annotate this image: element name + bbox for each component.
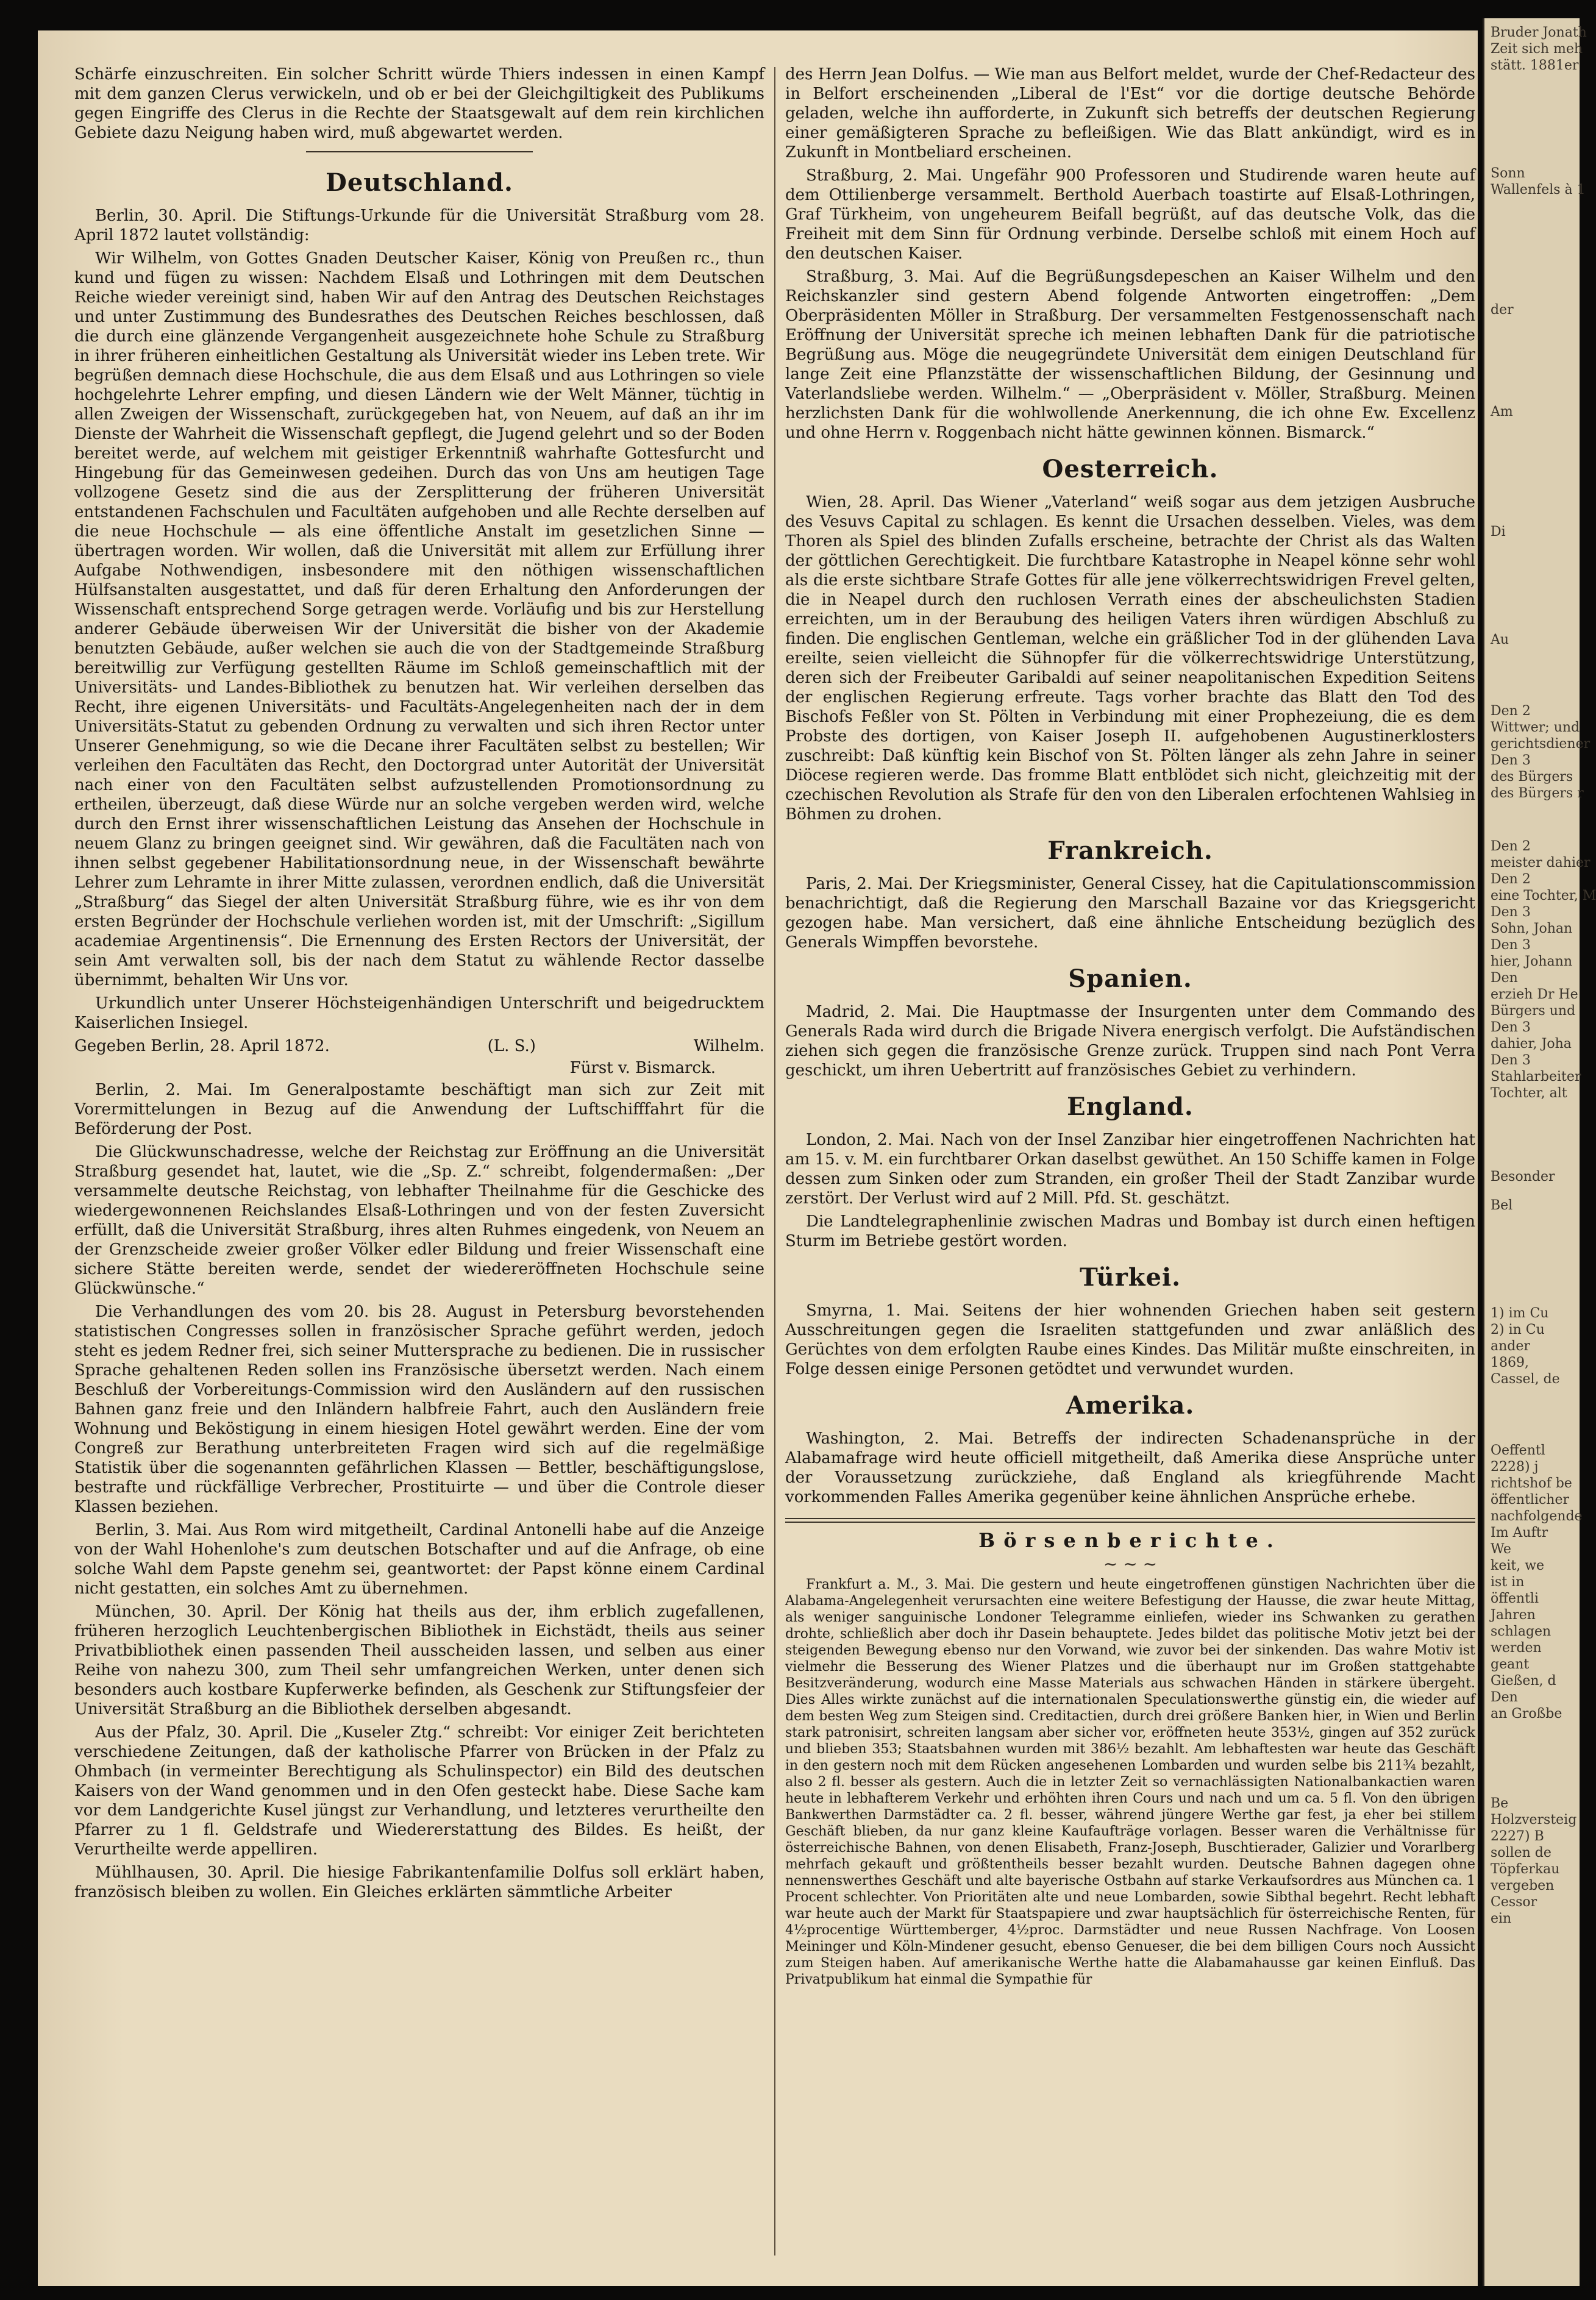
edge-text-fragment: Holzversteig bbox=[1491, 1812, 1577, 1828]
edge-text-fragment: des Bürgers r bbox=[1491, 786, 1584, 801]
article-paragraph: Washington, 2. Mai. Betreffs der indirecten Schadenansprüche in der Alabamafrage wird heute officiell mitgetheilt, daß Amerika diese Ansprüche unter der Voraussetzung zurückziehe, daß England als kriegführende Macht vorkommenden Falles Amerika gegenüber keine ähnlichen Ansprüche erhebe. bbox=[785, 1429, 1475, 1506]
article-paragraph: Straßburg, 3. Mai. Auf die Begrüßungsdepeschen an Kaiser Wilhelm und den Reichskanzler sind gestern Abend folgende Antworten eingetroffen: „Dem Oberpräsidenten Möller in Straßburg. Der versammelten Festgenossenschaft nach Eröffnung der Universität spreche ich meinen lebhaften Dank für die patriotische Begrüßung aus. Möge die neugegründete Universität dem einigen Deutschland für lange Zeit eine Pflanzstätte der wissenschaftlichen Bildung, der Gesinnung und Vaterlandsliebe werden. Wilhelm.“ — „Oberpräsident v. Möller, Straßburg. Meinen herzlichsten Dank für die wohlwollende Anerkennung, die ich ohne Ew. Excellenz und ohne Herrn v. Roggenbach nicht hätte gewinnen können. Bismarck.“ bbox=[785, 268, 1475, 442]
countersignature: Fürst v. Bismarck. bbox=[569, 1059, 716, 1077]
edge-text-fragment: Tochter, alt bbox=[1491, 1086, 1567, 1101]
edge-text-fragment: 1869, bbox=[1491, 1355, 1529, 1370]
article-paragraph: Die Landtelegraphenlinie zwischen Madras und Bombay ist durch einen heftigen Sturm im Betriebe gestört worden. bbox=[785, 1212, 1475, 1250]
edge-text-fragment: Den 3 bbox=[1491, 938, 1531, 953]
edge-text-fragment: eine Tochter, M bbox=[1491, 888, 1596, 903]
edge-text-fragment: geant bbox=[1491, 1657, 1530, 1672]
edge-text-fragment: ist in bbox=[1491, 1575, 1525, 1590]
edge-text-fragment: Sohn, Johan bbox=[1491, 921, 1573, 936]
edge-text-fragment: richtshof be bbox=[1491, 1476, 1572, 1491]
edge-text-fragment: öffentlicher bbox=[1491, 1492, 1570, 1508]
article-paragraph: Straßburg, 2. Mai. Ungefähr 900 Professoren und Studirende waren heute auf dem Ottilienberge versammelt. Berthold Auerbach toastirte auf Elsaß-Lothringen, Graf Türkheim, von ungeheurem Beifall begrüßt, auf das deutsche Volk, das die Freiheit mit dem Sinn für Ordnung verbinde. Derselbe schloß mit einem Hoch auf den deutschen Kaiser. bbox=[785, 166, 1475, 263]
article-paragraph: Madrid, 2. Mai. Die Hauptmasse der Insurgenten unter dem Commando des Generals Rada wird durch die Brigade Nivera energisch verfolgt. Die Aufständischen ziehen sich gegen die französische Grenze zurück. Truppen sind nach Pont Verra geschickt, um ihren Uebertritt auf französisches Gebiet zu verhindern. bbox=[785, 1003, 1475, 1080]
countersignature-line bbox=[74, 1058, 764, 1078]
edge-text-fragment: des Bürgers bbox=[1491, 769, 1573, 785]
edge-text-fragment: Den bbox=[1491, 970, 1518, 986]
edge-text-fragment: sollen de bbox=[1491, 1845, 1551, 1860]
article-continuation: des Herrn Jean Dolfus. — Wie man aus Belfort meldet, wurde der Chef-Redacteur des in Belfort erscheinenden „Liberal de l'Est“ vor die dortige deutsche Behörde geladen, welche ihn aufforderte, in Zukunft sich betreffs der deutschen Regierung einer gemäßigteren Sprache zu befleißigen. Wie das Blatt ankündigt, wird es in Zukunft in Montbeliard erscheinen. bbox=[785, 65, 1475, 162]
article-paragraph: Berlin, 2. Mai. Im Generalpostamte beschäftigt man sich zur Zeit mit Vorermittelungen in Bezug auf die Anwendung der Luftschifffahrt für die Beförderung der Post. bbox=[74, 1081, 764, 1138]
article-paragraph: Die Verhandlungen des vom 20. bis 28. August in Petersburg bevorstehenden statistischen Congresses sollen in französischer Sprache geführt werden, jedoch steht es jedem Redner frei, sich seiner Muttersprache zu bedienen. Die in russischer Sprache gehaltenen Reden sollen ins Französische übersetzt werden. Nach einem Beschluß der Vorbereitungs-Commission wird den Ausländern auf den russischen Bahnen ganz freie und den Inländern halbfreie Fahrt, auch den Ausländern freie Wohnung und Beköstigung in einem hiesigen Hotel gewährt werden. Eine der vom Congreß zur Berathung unterbreiteten Fragen wird sich auf die regelmäßige Statistik über die sogenannten gefährlichen Klassen — Bettler, beschäftigungslose, bestrafte und rückfällige Verbrecher, Prostituirte — und über die Controle dieser Klassen beziehen. bbox=[74, 1303, 764, 1516]
edge-text-fragment: Den 2 bbox=[1491, 872, 1531, 887]
signature-seal: (L. S.) bbox=[487, 1037, 536, 1055]
edge-text-fragment: Sonn bbox=[1491, 166, 1525, 181]
edge-text-fragment: an Großbe bbox=[1491, 1706, 1562, 1721]
edge-text-fragment: gerichtsdiener bbox=[1491, 736, 1591, 752]
article-paragraph: Paris, 2. Mai. Der Kriegsminister, General Cissey, hat die Capitulationscommission benachrichtigt, daß die Regierung den Marschall Bazaine vor das Kriegsgericht gezogen habe. Man versichert, daß eine ähnliche Entscheidung bezüglich des Generals Wimpffen bevorstehe. bbox=[785, 875, 1475, 952]
edge-text-fragment: Gießen, d bbox=[1491, 1673, 1556, 1689]
article-paragraph: Urkundlich unter Unserer Höchsteigenhändigen Unterschrift und beigedrucktem Kaiserlichen Insiegel. bbox=[74, 994, 764, 1032]
column-rule bbox=[774, 67, 775, 2255]
edge-text-fragment: Besonder bbox=[1491, 1169, 1555, 1184]
edge-text-fragment: 2227) B bbox=[1491, 1829, 1544, 1844]
newspaper-page bbox=[38, 30, 1478, 2286]
edge-text-fragment: We bbox=[1491, 1542, 1511, 1557]
article-paragraph: Wir Wilhelm, von Gottes Gnaden Deutscher Kaiser, König von Preußen rc., thun kund und fügen zu wissen: Nachdem Elsaß und Lothringen mit dem Deutschen Reiche wieder vereinigt sind, haben Wir auf den Antrag des Deutschen Reichstages und unter Zustimmung des Bundesrathes des Deutschen Reiches beschlossen, daß die durch eine glänzende Vergangenheit ausgezeichnete hohe Schule zu Straßburg in ihrer früheren einheitlichen Gestaltung als Universität wieder ins Leben trete. Wir begrüßen demnach diese Hochschule, die aus dem Elsaß und aus Lothringen so viele hochgelehrte Lehrer empfing, und diesen Ländern wie der Welt Männer, tüchtig in allen Zweigen der Wissenschaft, zurückgegeben hat, von Neuem, auf daß an ihr im Dienste der Wahrheit die Wissenschaft gepflegt, die Jugend gelehrt und so der Boden bereitet werde, auf welchem mit geistiger Erkenntniß wahrhafte Gottesfurcht und Hingebung für das Gemeinwesen gedeihen. Durch das von Uns am heutigen Tage vollzogene Gesetz sind die aus der Zersplitterung der früheren Universität entstandenen Fachschulen und Facultäten aufgehoben und alle Rechte derselben auf die neue Hochschule — als eine öffentliche Anstalt im gesetzlichen Sinne — übertragen worden. Wir wollen, daß die Universität mit allem zur Erfüllung ihrer Aufgabe Nothwendigen, insbesondere mit den nöthigen wissenschaftlichen Hülfsanstalten ausgestattet, und daß für deren Erhaltung den Anforderungen der Wissenschaft entsprechend Sorge getragen werde. Vorläufig und bis zur Herstellung anderer Gebäude überweisen Wir der Universität die bisher von der Akademie benutzten Gebäude, außer welchen sie auch die von der Stadtgemeinde Straßburg bereitwillig zur Verfügung gestellten Räume im Schloß gemeinschaftlich mit der Universitäts- und Landes-Bibliothek zu benutzen hat. Wir verleihen derselben das Recht, ihre eigenen Universitäts- und Facultäts-Angelegenheiten nach der in dem Universitäts-Statut zu gebenden Ordnung zu verwalten und sich ihren Rector unter Unserer Genehmigung, so wie die Decane ihrer Facultäten selbst zu bestellen; Wir verleihen den Facultäten das Recht, den Doctorgrad unter Autorität der Universität nach einer von den Facultäten selbst aufzustellenden Promotionsordnung zu ertheilen, überzeugt, daß diese Würde nur an solche vergeben werden wird, welche durch den Ernst ihrer wissenschaftlichen Leistung das Ansehen der Hochschule in neuem Glanz zu bringen geeignet sind. Wir gewähren, daß die Facultäten nach von ihnen selbst gegebener Habilitationsordnung neue, in der Wissenschaft bewährte Lehrer zum Lehramte in ihrer Mitte zulassen, verordnen endlich, daß die Universität „Straßburg“ das Siegel der alten Universität Straßburg führe, wie es ihr von dem ersten Begründer der Hochschule verliehen worden ist, mit der Umschrift: „Sigillum academiae Argentinensis“. Die Ernennung des Ersten Rectors der Universität, der sein Amt verwalten soll, bis der nach dem Statut zu wählende Rector dasselbe übernimmt, behalten Wir Uns vor. bbox=[74, 249, 764, 989]
edge-text-fragment: Töpferkau bbox=[1491, 1862, 1560, 1877]
section-heading-deutschland: Deutschland. bbox=[326, 168, 513, 197]
article-paragraph: Smyrna, 1. Mai. Seitens der hier wohnenden Griechen haben seit gestern Ausschreitungen gegen die Israeliten stattgefunden und zwar anläßlich des Gerüchtes von dem erfolgten Raube eines Kindes. Das Militär mußte einschreiten, in Folge dessen einige Personen getödtet und verwundet wurden. bbox=[785, 1301, 1475, 1378]
edge-text-fragment: 1) im Cu bbox=[1491, 1306, 1549, 1321]
edge-text-fragment: Den 3 bbox=[1491, 1053, 1531, 1068]
edge-text-fragment: erzieh Dr He bbox=[1491, 987, 1578, 1002]
edge-text-fragment: ein bbox=[1491, 1911, 1512, 1926]
edge-text-fragment: Bruder Jonath bbox=[1491, 25, 1587, 40]
edge-text-fragment: Im Auftr bbox=[1491, 1525, 1548, 1540]
article-paragraph: London, 2. Mai. Nach von der Insel Zanzibar hier eingetroffenen Nachrichten hat am 15. v. M. ein furchtbarer Orkan daselbst gewüthet. An 150 Schiffe kamen in Folge dessen zum Sinken oder zum Stranden, ein großer Theil der Stadt Zanzibar wurde zerstört. Der Verlust wird auf 2 Mill. Pfd. St. geschätzt. bbox=[785, 1131, 1475, 1208]
edge-text-fragment: Stahlarbeiter bbox=[1491, 1069, 1581, 1084]
edge-text-fragment: meister dahier bbox=[1491, 855, 1591, 871]
edge-text-fragment: keit, we bbox=[1491, 1558, 1545, 1573]
edge-text-fragment: Wallenfels à 1 bbox=[1491, 182, 1586, 198]
article-paragraph: Wien, 28. April. Das Wiener „Vaterland“ weiß sogar aus dem jetzigen Ausbruche des Vesuvs Capital zu schlagen. Es kennt die Ursachen desselben. Vieles, was dem Thoren als Spiel des blinden Zufalls erscheine, betrachte der Christ als das Walten der göttlichen Gerechtigkeit. Die furchtbare Katastrophe in Neapel könne sehr wohl als die erste sichtbare Strafe Gottes für alle jene völkerrechtswidrigen Frevel gelten, die in Neapel durch den ruchlosen Verrath eines der abscheulichsten Stadien erreichten, um in der Beraubung des heiligen Vaters ihren würdigen Abschluß zu finden. Die englischen Gentleman, welche ein gräßlicher Tod in der glühenden Lava ereilte, seien vielleicht die Sühnopfer für die völkerrechtswidrige Unterstützung, deren sich der Freibeuter Garibaldi auf seiner neapolitanischen Expedition Seitens der englischen Regierung erfreute. Tags vorher brachte das Blatt den Tod des Bischofs Feßler von St. Pölten in Verbindung mit einer Prophezeiung, die es dem Probste des dortigen, von Kaiser Joseph II. aufgehobenen Augustinerklosters zuschreibt: Daß künftig kein Bischof von St. Pölten länger als zehn Jahre in seiner Diöcese regieren werde. Das fromme Blatt entblödet sich nicht, gleichzeitig mit der czechischen Revolution als Strafe für den von den Liberalen erfochtenen Wahlsieg in Böhmen zu drohen. bbox=[785, 493, 1475, 824]
edge-text-fragment: 2228) j bbox=[1491, 1459, 1539, 1475]
edge-text-fragment: Den 2 bbox=[1491, 839, 1531, 854]
right-column bbox=[785, 65, 1475, 2271]
edge-text-fragment: Den bbox=[1491, 1690, 1518, 1705]
section-heading-spanien: Spanien. bbox=[1068, 964, 1192, 993]
edge-text-fragment: vergeben bbox=[1491, 1878, 1555, 1893]
edge-text-fragment: der bbox=[1491, 302, 1514, 318]
edge-text-fragment: Bürgers und bbox=[1491, 1003, 1576, 1019]
edge-text-fragment: Cessor bbox=[1491, 1895, 1537, 1910]
signature-line bbox=[74, 1036, 764, 1056]
article-paragraph: Berlin, 30. April. Die Stiftungs-Urkunde für die Universität Straßburg vom 28. April 1872 lautet vollständig: bbox=[74, 207, 764, 244]
edge-text-fragment: Wittwer; und bbox=[1491, 720, 1580, 735]
section-heading-tuerkei: Türkei. bbox=[1079, 1263, 1181, 1292]
edge-text-fragment: Zeit sich meh bbox=[1491, 41, 1583, 57]
market-report-paragraph: Frankfurt a. M., 3. Mai. Die gestern und heute eingetroffenen günstigen Nachrichten über die Alabama-Angelegenheit verursachten eine weitere Befestigung der Hausse, die zwar heute Mittag, als weniger sanguinische Londoner Telegramme einliefen, wieder ins Schwanken zu gerathen drohte, schließlich aber doch ihr Dasein behauptete. Jedes bildet das politische Motiv jetzt bei der steigenden Bewegung ebenso nur den Vorwand, wie zuvor bei der sinkenden. Das wahre Motiv ist vielmehr die Besserung des Wiener Platzes und die überhaupt nur im Großen stattgehabte Besitzveränderung, wodurch eine Masse Materials aus schwachen Händen in stärkere übergeht. Dies Alles wirkte zunächst auf die internationalen Speculationswerthe günstig ein, die wieder auf dem besten Weg zum Steigen sind. Creditactien, durch drei größere Banken hier, in Wien und Berlin stark patronisirt, schreiten langsam aber sicher vor, eröffneten heute 353½, gingen auf 352 zurück und blieben 353; Staatsbahnen wurden mit 386½ bezahlt. Am lebhaftesten war heute das Geschäft in den gestern noch mit dem Rücken angesehenen Lombarden und wurden selbe bis 211¾ bezahlt, also 2 fl. besser als gestern. Auch die in letzter Zeit so vernachlässigten Nationalbankactien waren heute in lebhafterem Verkehr und erhöhten ihren Cours und nach und um ca. 5 fl. Von den übrigen Bankwerthen Darmstädter ca. 2 fl. besser, während jüngere Werthe gar fest, ja eher bei stillem Geschäft blieben, da nur ganz kleine Kaufaufträge vorlagen. Besser waren die Verhältnisse für österreichische Bahnen, von denen Elisabeth, Franz-Joseph, Buschtierader, Galizier und Vorarlberg mehrfach gekauft und größtentheils besser bezahlt wurden. Deutsche Bahnen dagegen ohne nennenswerthes Geschäft und alte bayerische Ostbahn auf starke Verkaufsordres aus München ca. 1 Procent schlechter. Von Prioritäten alte und neue Lombarden, sowie Sibthal begehrt. Recht lebhaft war heute auch der Markt für Staatspapiere und zwar hauptsächlich für österreichische Renten, für 4½procentige Württemberger, 4½proc. Darmstädter und neue Russen Nachfrage. Von Loosen Meininger und Köln-Mindener gesucht, ebenso Genueser, die bei dem billigen Cours noch Aussicht zum Steigen haben. Auf amerikanische Werthe hatte die Alabamahausse gar keinen Einfluß. Das Privatpublikum hat einmal die Sympathie für bbox=[785, 1577, 1475, 1987]
article-paragraph: Die Glückwunschadresse, welche der Reichstag zur Eröffnung an die Universität Straßburg gesendet hat, lautet, wie die „Sp. Z.“ schreibt, folgendermaßen: „Der versammelte deutsche Reichstag, von lebhafter Theilnahme für die Geschicke des wiedergewonnenen Reichslandes Elsaß-Lothringen und von der festen Zuversicht erfüllt, daß die Universität Straßburg, ihres alten Ruhmes eingedenk, von Neuem an der Grenzscheide zweier großer Völker edler Bildung und freier Wissenschaft eine sichere Stätte bereiten werde, sendet der wiedereröffneten Hochschule seine Glückwünsche.“ bbox=[74, 1143, 764, 1298]
article-paragraph: Mühlhausen, 30. April. Die hiesige Fabrikantenfamilie Dolfus soll erklärt haben, französisch bleiben zu wollen. Ein Gleiches erklärten sämmtliche Arbeiter bbox=[74, 1864, 764, 1901]
edge-text-fragment: Au bbox=[1491, 632, 1509, 647]
edge-text-fragment: Den 3 bbox=[1491, 905, 1531, 920]
article-paragraph: Aus der Pfalz, 30. April. Die „Kuseler Ztg.“ schreibt: Vor einiger Zeit berichteten verschiedene Zeitungen, daß der katholische Pfarrer von Brücken in der Pfalz zu Ohmbach (in vermeinter Berechtigung als Schulinspector) ein Bild des deutschen Kaisers von der Wand genommen und in den Ofen gesteckt habe. Diese Sache kam vor dem Landgerichte Kusel jüngst zur Verhandlung, und letzteres verurtheilte den Pfarrer zu 1 fl. Geldstrafe und Wiedererstattung des Bildes. Es heißt, der Verurtheilte werde appelliren. bbox=[74, 1723, 764, 1859]
section-heading-boersenberichte: Börsenberichte. bbox=[978, 1529, 1282, 1552]
double-rule bbox=[785, 1518, 1475, 1523]
edge-text-fragment: schlagen bbox=[1491, 1624, 1551, 1639]
section-divider bbox=[306, 151, 533, 152]
article-paragraph: München, 30. April. Der König hat theils aus der, ihm erblich zugefallenen, früheren herzoglich Leuchtenbergischen Bibliothek in Eichstädt, theils aus seiner Privatbibliothek einen passenden Theil ausscheiden lassen, und selben aus einer Reihe von nahezu 300, zum Theil sehr umfangreichen Werken, unter denen sich besonders auch kostbare Kupferwerke befinden, als Geschenk zur Stiftungsfeier der Universität Straßburg an die Bibliothek derselben abgesandt. bbox=[74, 1603, 764, 1718]
section-heading-oesterreich: Oesterreich. bbox=[1042, 455, 1219, 483]
section-heading-amerika: Amerika. bbox=[1066, 1391, 1195, 1420]
edge-text-fragment: Be bbox=[1491, 1796, 1509, 1811]
edge-text-fragment: 2) in Cu bbox=[1491, 1322, 1545, 1337]
edge-text-fragment: Di bbox=[1491, 524, 1506, 539]
section-heading-frankreich: Frankreich. bbox=[1047, 836, 1213, 865]
article-continuation: Schärfe einzuschreiten. Ein solcher Schritt würde Thiers indessen in einen Kampf mit dem ganzen Clerus verwickeln, und ob er bei der Gleichgiltigkeit des Publikums gegen Eingriffe des Clerus in die Rechte der Staatsgewalt auf dem rein kirchlichen Gebiete dazu Neigung haben wird, muß abgewartet werden. bbox=[74, 65, 764, 142]
section-heading-england: England. bbox=[1067, 1092, 1194, 1121]
ornament-rule-icon: ~ ~ ~ bbox=[1103, 1554, 1158, 1574]
edge-text-fragment: werden bbox=[1491, 1640, 1542, 1656]
article-paragraph: Berlin, 3. Mai. Aus Rom wird mitgetheilt, Cardinal Antonelli habe auf die Anzeige von der Wahl Hohenlohe's zum deutschen Botschafter und auf die Anfrage, ob eine solche Wahl dem Papste genehm sei, geantwortet: der Papst könne einem Cardinal nicht gestatten, ein solches Amt zu übernehmen. bbox=[74, 1521, 764, 1598]
edge-text-fragment: stätt. 1881er bbox=[1491, 58, 1579, 73]
edge-text-fragment: Den 3 bbox=[1491, 753, 1531, 768]
edge-text-fragment: hier, Johann bbox=[1491, 954, 1572, 969]
edge-text-fragment: Jahren bbox=[1491, 1608, 1536, 1623]
edge-text-fragment: öffentli bbox=[1491, 1591, 1539, 1606]
edge-text-fragment: Bel bbox=[1491, 1198, 1513, 1213]
edge-text-fragment: ander bbox=[1491, 1339, 1530, 1354]
adjacent-page-edge bbox=[1483, 18, 1596, 2286]
signature-date: Gegeben Berlin, 28. April 1872. bbox=[74, 1037, 330, 1055]
edge-text-fragment: Den 3 bbox=[1491, 1020, 1531, 1035]
left-column bbox=[74, 65, 764, 2271]
edge-text-fragment: Am bbox=[1491, 404, 1513, 419]
edge-text-fragment: dahier, Joha bbox=[1491, 1036, 1572, 1052]
signature-name: Wilhelm. bbox=[693, 1037, 764, 1055]
edge-text-fragment: nachfolgende bbox=[1491, 1509, 1583, 1524]
edge-text-fragment: Cassel, de bbox=[1491, 1372, 1560, 1387]
edge-text-fragment: Den 2 bbox=[1491, 703, 1531, 719]
edge-text-fragment: Oeffentl bbox=[1491, 1443, 1545, 1458]
